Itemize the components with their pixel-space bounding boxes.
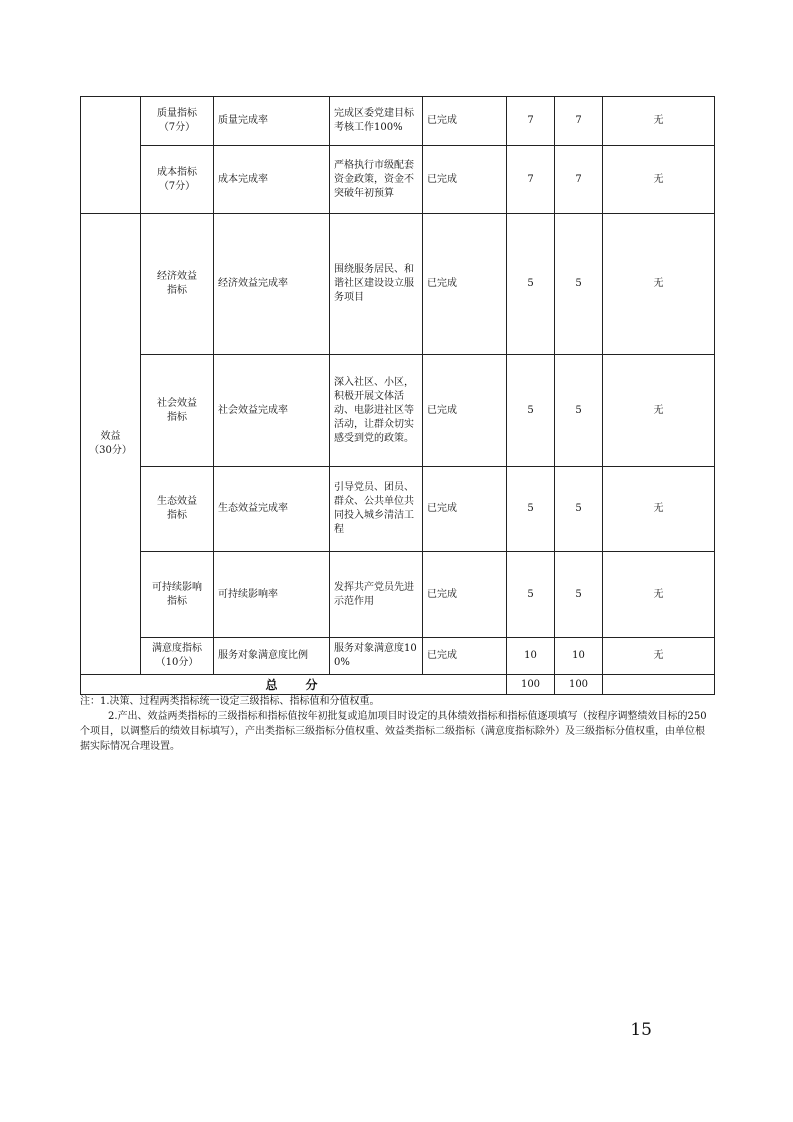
actual-cell: 已完成 [423,552,507,638]
reason-cell: 无 [603,146,715,214]
target-cell: 发挥共产党员先进示范作用 [330,552,423,638]
score-cell: 7 [555,97,603,146]
score-cell: 10 [555,638,603,675]
indicator-cell: 可持续影响 指标 [141,552,214,638]
table-row [81,146,715,214]
table-row [81,97,715,146]
total-score-cell: 100 [555,675,603,695]
target-cell: 严格执行市级配套资金政策，资金不突破年初预算 [330,146,423,214]
indicator-cell: 质量指标 （7分） [141,97,214,146]
score-cell: 7 [555,146,603,214]
weight-cell: 7 [507,97,555,146]
sub-indicator-cell: 社会效益完成率 [214,355,330,467]
score-cell: 5 [555,467,603,552]
indicator-cell: 成本指标 （7分） [141,146,214,214]
category-cell-benefit: 效益 （30分） [81,214,141,675]
weight-cell: 5 [507,467,555,552]
target-cell: 完成区委党建目标考核工作100% [330,97,423,146]
table-row [81,214,715,355]
table-row [81,355,715,467]
table-row [81,467,715,552]
reason-cell: 无 [603,355,715,467]
sub-indicator-cell: 质量完成率 [214,97,330,146]
category-cell-output [81,97,141,214]
note-line-1: 注：1.决策、过程两类指标统一设定三级指标、指标值和分值权重。 [80,696,380,707]
indicator-cell: 满意度指标 （10分） [141,638,214,675]
indicator-cell: 生态效益 指标 [141,467,214,552]
weight-cell: 7 [507,146,555,214]
performance-table [80,96,715,695]
actual-cell: 已完成 [423,97,507,146]
indicator-cell: 社会效益 指标 [141,355,214,467]
score-cell: 5 [555,214,603,355]
target-cell: 服务对象满意度100% [330,638,423,675]
table-notes [80,694,714,754]
weight-cell: 10 [507,638,555,675]
score-cell: 5 [555,552,603,638]
weight-cell: 5 [507,355,555,467]
sub-indicator-cell: 经济效益完成率 [214,214,330,355]
weight-cell: 5 [507,552,555,638]
actual-cell: 已完成 [423,146,507,214]
target-cell: 引导党员、团员、群众、公共单位共同投入城乡清洁工程 [330,467,423,552]
sub-indicator-cell: 成本完成率 [214,146,330,214]
sub-indicator-cell: 服务对象满意度比例 [214,638,330,675]
table-row [81,552,715,638]
reason-cell: 无 [603,638,715,675]
note-line-2: 2.产出、效益两类指标的三级指标和指标值按年初批复或追加项目时设定的具体绩效指标和指标值逐项填写（按程序调整绩效目标的250个项目，以调整后的绩效目标填写），产出类指标三级指标分值权重、效益类指标二级指标（满意度指标除外）及三级指标分值权重，由单位根据实际情况合理设置。 [80,711,707,752]
indicator-cell: 经济效益 指标 [141,214,214,355]
actual-cell: 已完成 [423,467,507,552]
total-weight-cell: 100 [507,675,555,695]
reason-cell: 无 [603,214,715,355]
total-reason-cell [603,675,715,695]
actual-cell: 已完成 [423,638,507,675]
page-number: 15 [630,1020,652,1040]
score-cell: 5 [555,355,603,467]
actual-cell: 已完成 [423,214,507,355]
weight-cell: 5 [507,214,555,355]
actual-cell: 已完成 [423,355,507,467]
total-row [81,675,715,695]
reason-cell: 无 [603,97,715,146]
target-cell: 深入社区、小区，积极开展文体活动、电影进社区等活动，让群众切实感受到党的政策。 [330,355,423,467]
sub-indicator-cell: 可持续影响率 [214,552,330,638]
table-row [81,638,715,675]
target-cell: 围绕服务居民、和谐社区建设设立服务项目 [330,214,423,355]
reason-cell: 无 [603,467,715,552]
total-label: 总分 [81,675,507,695]
reason-cell: 无 [603,552,715,638]
sub-indicator-cell: 生态效益完成率 [214,467,330,552]
